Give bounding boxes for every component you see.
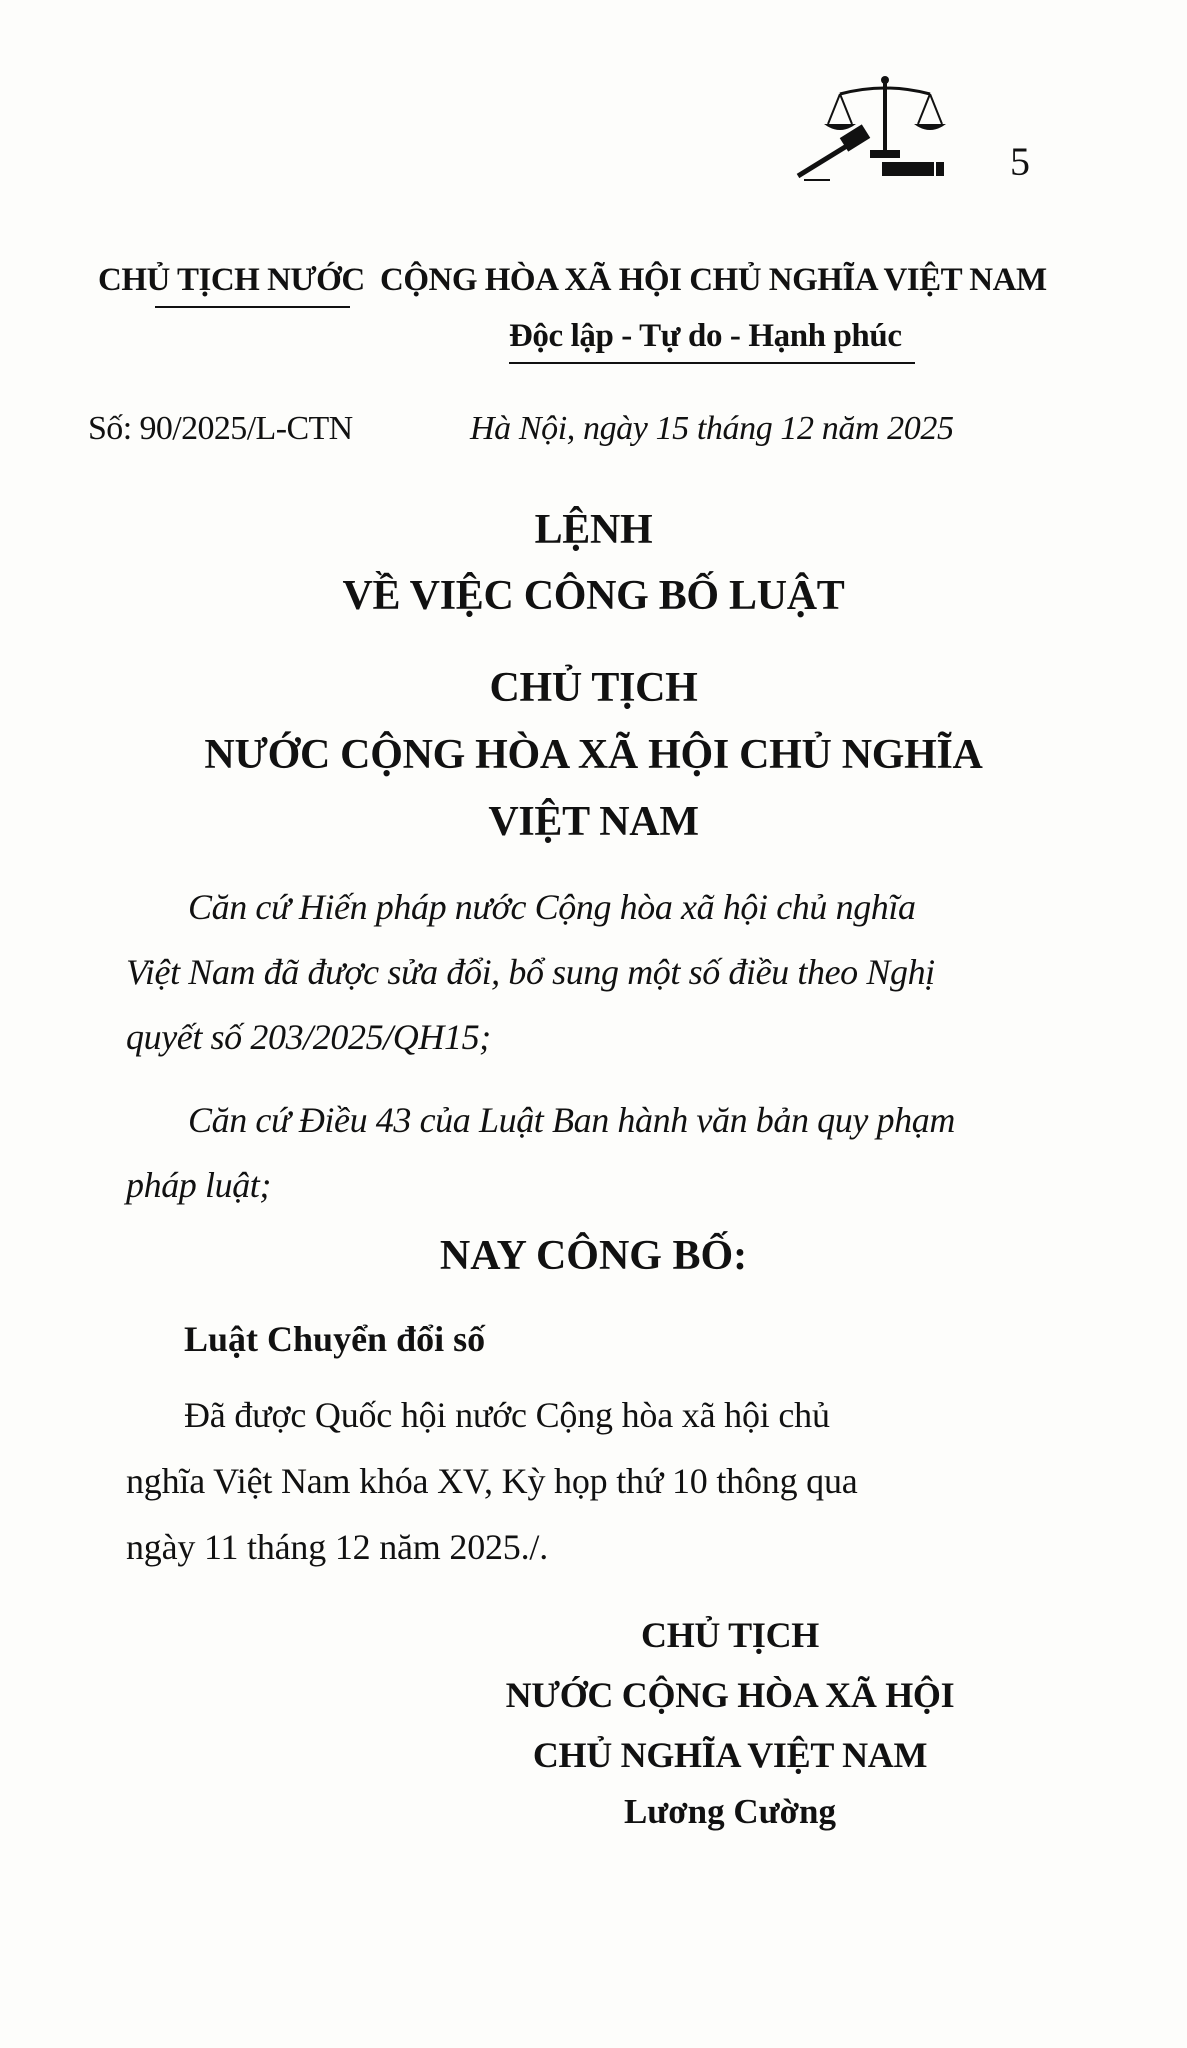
title-line-3: CHỦ TỊCH	[489, 665, 698, 711]
basis-2-line-1: Căn cứ Điều 43 của Luật Ban hành văn bản quy phạm	[188, 1100, 955, 1140]
document-number: Số: 90/2025/L-CTN	[88, 410, 353, 447]
adoption-line-3: ngày 11 tháng 12 năm 2025./.	[126, 1527, 549, 1567]
title-line-5: VIỆT NAM	[488, 799, 699, 845]
law-name: Luật Chuyển đổi số	[184, 1319, 486, 1359]
proclamation-heading: NAY CÔNG BỐ:	[439, 1233, 748, 1279]
page-number: 5	[1010, 139, 1030, 184]
national-motto: Độc lập - Tự do - Hạnh phúc	[509, 318, 902, 354]
signature-title-3: CHỦ NGHĨA VIỆT NAM	[532, 1735, 928, 1775]
title-line-2: VỀ VIỆC CÔNG BỐ LUẬT	[342, 573, 845, 619]
basis-1-line-2: Việt Nam đã được sửa đổi, bổ sung một số điều theo Nghị	[126, 952, 935, 992]
title-line-1: LỆNH	[534, 507, 653, 553]
nation-title: CỘNG HÒA XÃ HỘI CHỦ NGHĨA VIỆT NAM	[380, 262, 1047, 298]
scales-of-justice-gavel-icon	[790, 72, 950, 184]
document-date: Hà Nội, ngày 15 tháng 12 năm 2025	[470, 410, 954, 447]
issuer-title: CHỦ TỊCH NƯỚC	[98, 262, 365, 298]
motto-underline	[509, 362, 915, 364]
basis-1-line-3: quyết số 203/2025/QH15;	[126, 1017, 491, 1057]
title-line-4: NƯỚC CỘNG HÒA XÃ HỘI CHỦ NGHĨA	[204, 732, 983, 778]
signature-title-2: NƯỚC CỘNG HÒA XÃ HỘI	[505, 1675, 955, 1715]
basis-2-line-2: pháp luật;	[126, 1165, 271, 1205]
signer-name: Lương Cường	[623, 1792, 837, 1831]
adoption-line-1: Đã được Quốc hội nước Cộng hòa xã hội chủ	[184, 1395, 830, 1435]
signature-title-1: CHỦ TỊCH	[641, 1615, 819, 1655]
adoption-line-2: nghĩa Việt Nam khóa XV, Kỳ họp thứ 10 thông qua	[126, 1461, 858, 1501]
basis-1-line-1: Căn cứ Hiến pháp nước Cộng hòa xã hội chủ nghĩa	[188, 887, 916, 927]
issuer-underline	[155, 306, 350, 308]
